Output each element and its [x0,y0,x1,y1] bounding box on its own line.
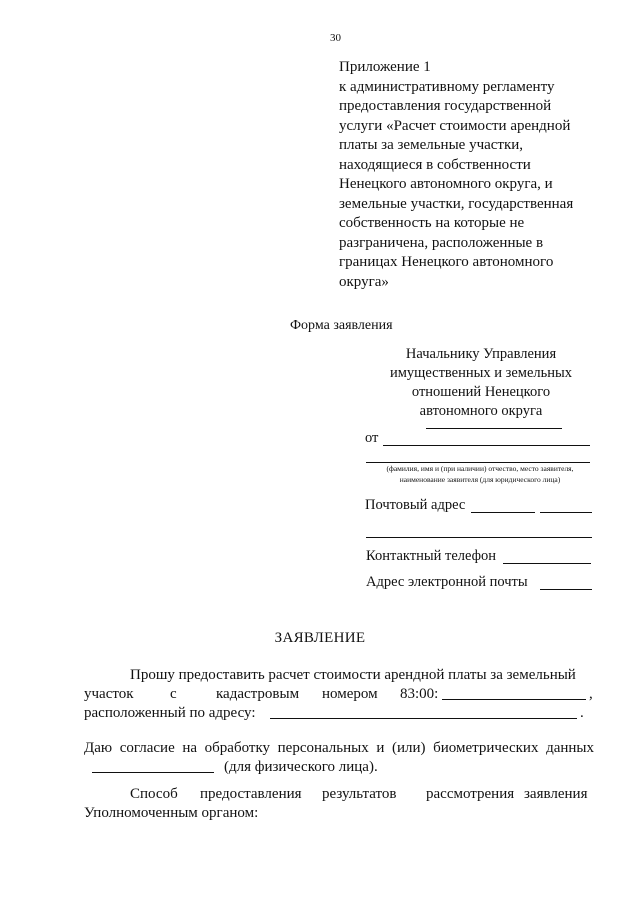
appendix-title: Приложение 1 [339,59,431,75]
method-line-1 [130,785,594,804]
email-label: Адрес электронной почты [366,574,528,590]
appendix-line: земельные участки, государственная [339,195,574,212]
phone-blank [503,563,591,564]
postal-address-blank [540,512,592,513]
method-word: Способ [130,786,178,802]
addressee-line: отношений Ненецкого [411,384,551,400]
method-word: результатов [322,786,397,802]
from-label: от [365,430,379,446]
applicant-blank [366,462,590,463]
email-blank [540,589,592,590]
addressee-block [374,345,588,421]
addressee-line: Начальнику Управления [405,346,557,362]
postal-address-blank-2 [366,537,592,538]
statement-heading: ЗАЯВЛЕНИЕ [274,630,366,646]
form-label: Форма заявления [290,318,393,333]
request-word: 83:00: [400,686,439,702]
request-comma: , [589,686,593,702]
phone-label: Контактный телефон [366,548,497,564]
addressee-line: имущественных и земельных [389,365,572,381]
request-word: с [170,686,177,702]
consent-line-2 [84,758,596,777]
request-line-1: Прошу предоставить расчет стоимости арендной платы за земельный [130,667,576,683]
request-word: участок [84,686,134,702]
address-label: расположенный по адресу: [84,705,256,721]
appendix-line: платы за земельные участки, [339,137,524,153]
method-word: предоставления [200,786,302,802]
cadastral-number-blank [442,699,586,700]
method-word: заявления [524,786,588,802]
appendix-line: предоставления государственной [339,98,552,114]
request-line-3 [84,704,596,723]
postal-address-label: Почтовый адрес [365,497,466,513]
appendix-line: собственность на которые не [339,215,525,231]
request-period: . [580,705,584,721]
addressee-line: автономного округа [419,403,543,419]
appendix-line: округа» [339,273,389,290]
appendix-block [339,58,601,292]
request-word: номером [322,686,378,702]
method-word: рассмотрения [426,786,515,802]
address-blank [270,718,577,719]
appendix-line: границах Ненецкого автономного [339,254,554,270]
consent-line-1: Даю согласие на обработку персональных и (или) биометрических данных [84,740,594,756]
addressee-underline [426,428,562,429]
appendix-line: разграничена, расположенные в [339,234,544,251]
postal-address-blank [471,512,535,513]
appendix-line: находящиеся в собственности [339,156,531,173]
appendix-line: Ненецкого автономного округа, и [339,176,553,192]
consent-note: (для физического лица). [224,759,378,775]
request-line-2 [84,685,596,704]
page-number: 30 [330,32,341,44]
appendix-line: к административному регламенту [339,78,555,95]
from-blank [383,445,590,446]
request-word: кадастровым [216,686,300,702]
appendix-line: услуги «Расчет стоимости арендной [339,117,571,134]
method-line-2: Уполномоченным органом: [84,805,259,821]
consent-blank [92,772,214,773]
applicant-hint: (фамилия, имя и (при наличии) отчество, место заявителя, наименование заявителя (для юридического лица) [386,464,574,484]
